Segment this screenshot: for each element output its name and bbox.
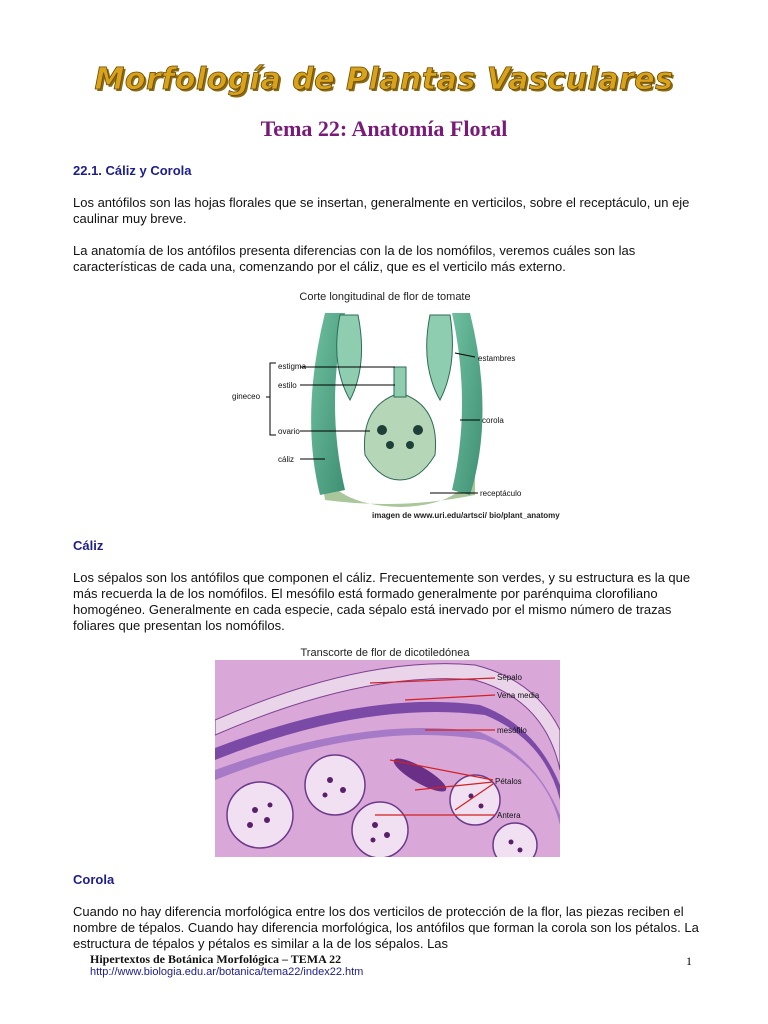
pollen-grain <box>509 840 514 845</box>
label-estigma: estigma <box>278 362 307 371</box>
pollen-grain <box>518 848 523 853</box>
figure-1-caption: Corte longitudinal de flor de tomate <box>299 291 471 303</box>
ovule <box>413 425 423 435</box>
figure-dicot-flower <box>215 660 560 857</box>
calyx-right <box>452 313 483 495</box>
pollen-grain <box>268 803 273 808</box>
pollen-grain <box>327 777 333 783</box>
stamen-left <box>337 315 362 400</box>
label-corola: corola <box>482 416 504 425</box>
pollen-grain <box>340 787 346 793</box>
paragraph-caliz: Los sépalos son los antófilos que componen el cáliz. Frecuentemente son verdes, y su estructura es la que más recuerda la de los nomófilos. El mesófilo está formado generalmente por parénquima clorofiliano homogéneo. Generalmente en cada especie, cada sépalo está inervado por el mismo número de trazas foliares que presentan los nomófilos. <box>73 570 691 633</box>
pollen-grain <box>252 807 258 813</box>
pollen-grain <box>323 793 328 798</box>
footer-title: Hipertextos de Botánica Morfológica – TEMA 22 <box>90 952 342 966</box>
label-receptaculo: receptáculo <box>480 489 522 498</box>
anther-sac <box>227 782 293 848</box>
anther-sac <box>305 755 365 815</box>
banner-title: Morfología de Plantas Vasculares <box>94 62 674 97</box>
label-gineceo: gineceo <box>232 392 261 401</box>
label-sepalo: Sépalo <box>497 673 522 682</box>
label-ovario: ovario <box>278 427 300 436</box>
section-heading-corola: Corola <box>73 872 115 887</box>
paragraph-anatomia: La anatomía de los antófilos presenta diferencias con la de los nomófilos, veremos cuáles son las características de cada una, comenzando por el cáliz, que es el verticilo más externo. <box>73 243 636 274</box>
figure-2-caption: Transcorte de flor de dicotiledónea <box>300 647 470 659</box>
label-petalos: Pétalos <box>495 777 522 786</box>
pollen-grain <box>371 838 376 843</box>
ovary <box>364 393 435 480</box>
gineceo-bracket <box>270 363 276 435</box>
figure-tomato-flower <box>230 305 550 510</box>
anther-sac <box>352 802 408 857</box>
page-number: 1 <box>686 954 692 968</box>
ovule <box>406 441 414 449</box>
ovule <box>377 425 387 435</box>
label-mesofilo: mesófilo <box>497 726 527 735</box>
pollen-grain <box>479 804 484 809</box>
style <box>394 367 406 397</box>
pollen-grain <box>384 832 390 838</box>
label-caliz: cáliz <box>278 455 295 464</box>
pollen-grain <box>247 822 253 828</box>
paragraph-corola: Cuando no hay diferencia morfológica entre los dos verticilos de protección de la flor, las piezas reciben el nombre de tépalos. Cuando hay diferencia morfológica, los antófilos que forman la corola son los pétalos. La estructura de tépalos y pétalos es similar a la de los sépalos. Las <box>73 904 699 951</box>
pollen-grain <box>372 822 378 828</box>
label-estilo: estilo <box>278 381 297 390</box>
label-estambres: estambres <box>478 354 516 363</box>
figure-1-credit: imagen de www.uri.edu/artsci/ bio/plant_anatomy <box>372 511 560 520</box>
paragraph-antofilos: Los antófilos son las hojas florales que se insertan, generalmente en verticilos, sobre el receptáculo, un eje caulinar muy breve. <box>73 195 690 226</box>
stamen-right <box>427 315 453 400</box>
ovule <box>386 441 394 449</box>
page-title: Tema 22: Anatomía Floral <box>260 116 508 141</box>
pollen-grain <box>264 817 270 823</box>
label-vena-media: Vena media <box>497 691 540 700</box>
section-heading-caliz: Cáliz <box>73 538 104 553</box>
label-antera: Antera <box>497 811 521 820</box>
footer-url[interactable]: http://www.biologia.edu.ar/botanica/tema22/index22.htm <box>90 966 364 978</box>
section-heading-caliz-corola: 22.1. Cáliz y Corola <box>73 163 192 178</box>
